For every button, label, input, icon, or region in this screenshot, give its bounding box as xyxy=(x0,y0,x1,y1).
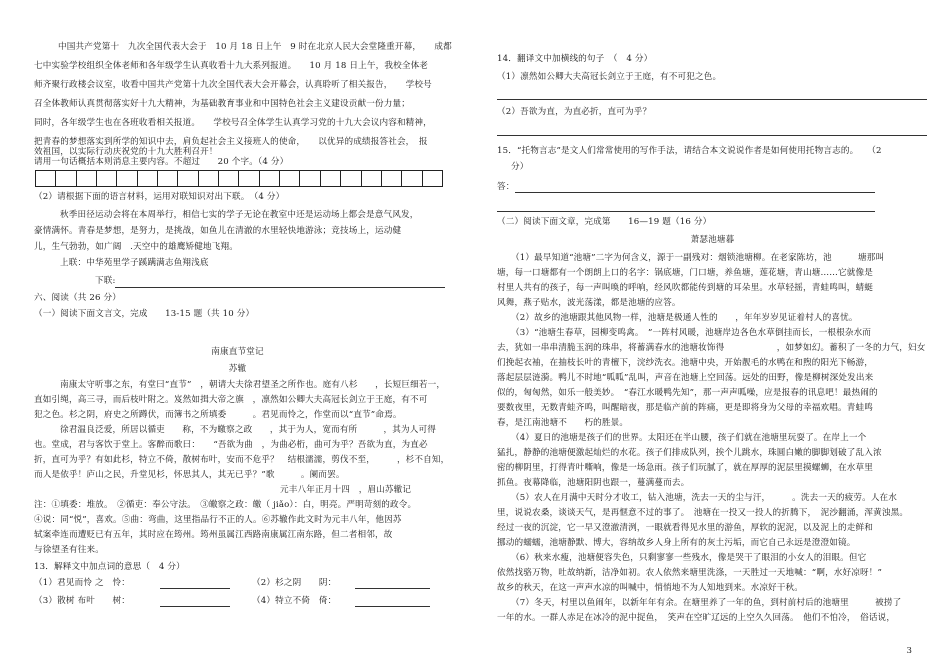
essay-line: （1）最早知道“池塘”二字为何含义，源于一副残对：烟锁池塘柳。在老家陈坊，池 塘那叫 xyxy=(511,253,885,263)
answer-label: 答： xyxy=(497,182,515,192)
right-column xyxy=(475,0,950,671)
q14-answer-line-2[interactable] xyxy=(497,135,927,136)
classical-line: 直如引绳，高三寻，而后枝叶附之。岌然如揖大帝之旗 ，凛然如公卿大夫高冠长剑立于王庭，有不可 xyxy=(34,395,428,405)
essay-title: 萧瑟池塘暮 xyxy=(690,235,735,245)
question-15: 15．“托物言志”是文人们常常使用的写作手法，请结合本文说说作者是如何使用托物言志的。 （2 xyxy=(497,146,882,156)
news-line: 同时，各年级学生也在各班收看相关报道。 学校号召全体学生认真学习党的十九大会议内容和精神， xyxy=(34,118,432,128)
news-line: 效祖国，以实际行动庆祝党的十九大胜利召开！ xyxy=(34,147,218,157)
section-subheading: （一）阅读下面文言文，完成 13-15 题（共 10 分） xyxy=(34,309,255,319)
passage-line: 儿，生气勃勃，如广阔 .天空中的雄鹰矫健地飞翔。 xyxy=(34,242,238,252)
lower-couplet-label: 下联: xyxy=(95,276,116,286)
poem-title: 南康直节堂记 xyxy=(211,347,264,357)
passage-line: 秋季田径运动会将在本周举行，相信七实的学子无论在教室中还是运动场上都会是意气风发， xyxy=(60,210,419,220)
section-subheading: （二）阅读下面文章，完成第 16—19 题（16 分） xyxy=(497,217,712,227)
passage-line: 豪情满怀。青春是梦想，是努力，是挑战，如鱼儿在清澈的水里轻快地游泳；竞技场上，运动健 xyxy=(34,226,402,236)
q14-sentence-1: （1）凛然如公卿大夫高冠长剑立于王庭，有不可犯之色。 xyxy=(497,72,722,82)
essay-line: 们挽起衣袖，在抽枝长叶的青檀下，浣纱洗衣。池塘中央，开始靓毛的水鸭在和煦的阳光下畅游， xyxy=(497,358,873,368)
essay-line: 要数夜里，无数青蛙齐鸣，叫醒暗夜，那是临产前的阵痛，更是即将身为父母的幸福欢唱。青蛙鸣 xyxy=(497,403,873,413)
answer-grid[interactable] xyxy=(35,170,443,187)
essay-line: 猛扎，静静的池塘便激起灿烂的水花。孩子们排成队列，挨个儿跳水，珠圆白嫩的脚脚划破了乱入浓 xyxy=(497,448,882,458)
note-line: 注：①填委：堆放。 ②循吏：奉公守法。 ③皦察之政：皦（ jiǎo）：白，明亮。严明苛刻的政令。 xyxy=(34,500,417,510)
note-line: 与徐望圣有往来。 xyxy=(34,545,104,555)
essay-line: （7）冬天，村里以鱼闹年，以新年年有余。在塘里养了一年的鱼，到村前村后的池塘里 被捞了 xyxy=(511,598,902,608)
classical-line: 也。堂成，君与客饮于堂上。客醉而歌曰： “吾欲为曲 ，为曲必桁，曲可为乎？吾欲为直，为直必 xyxy=(34,440,428,450)
q13-item-4: （4）特立不倚 倚： xyxy=(252,596,337,606)
news-line: 师齐聚行政楼会议室，收看中国共产党第十九次全国代表大会开幕会，认真聆听了相关报告， 学校号 xyxy=(34,80,432,90)
q13-item-3: （3）散树 布叶 树： xyxy=(34,596,130,606)
essay-line: 春，是江南池塘不 朽的胜景。 xyxy=(497,418,629,428)
page-number: 3 xyxy=(906,646,912,656)
question-2: （2）请根据下面的语言材料，运用对联知识对出下联。 （4 分） xyxy=(34,192,285,202)
essay-line: 抓鱼。夜幕降临，池塘阳阴也跟一，蔓满蔓而去。 xyxy=(497,478,690,488)
q13-item-2: （2）杉之阴 阴： xyxy=(252,578,337,588)
essay-line: 经过一夜的沉淀，它一早又澄澈清洌，一眼就看得见水里的游鱼，厚软的泥泥，以及泥上的走鲜和 xyxy=(497,523,873,533)
essay-line: 风舞，燕子贴水，波光荡漾，都是池塘的应答。 xyxy=(497,298,681,308)
classical-line: 犯之色。杉之阴，府史之所蹲伏，而簿书之所填委 。君见而怜之，作堂而以“直节”命焉。 xyxy=(34,410,402,420)
q14-answer-line-1[interactable] xyxy=(497,99,927,100)
news-line: 七中实验学校组织全体老师和各年级学生认真收看十九大系列报道。 10 月 18 日上午，我校全体老 xyxy=(34,61,429,71)
essay-line: （5）农人在月满中天时分才收工，钻入池塘，洗去一天的尘与汗， 。洗去一天的疲劳。人在水 xyxy=(511,493,898,503)
classical-date: 元丰八年正月十四 ，眉山苏辙记 xyxy=(280,485,412,495)
essay-line: （3）“池塘生春草，园柳变鸣禽。 ”一阵村风暖，池塘岸边各色水草倒挂而长，一根根杂水而 xyxy=(511,328,872,338)
note-line: 轼案牵连而遭贬已有五年，其时应在筠州。筠州虽属江西路南康属江南东路，但二者相邻，故 xyxy=(34,530,393,540)
essay-line: （4）夏日的池塘是孩子们的世界。太阳还在半山腰，孩子们就在池塘里玩耍了。在岸上一个 xyxy=(511,433,867,443)
essay-line: 塘，每一口塘都有一个朗朗上口的名字：锅底塘，门口塘，养鱼塘，莲花塘，青山塘……它就像是 xyxy=(497,268,873,278)
classical-line: 而人是依乎！庐山之民，升堂见杉，怀思其人，其无已乎？”歌 。阑而罢。 xyxy=(34,470,345,480)
essay-line: 村里人共有的孩子，每一声叫唤的呼响，经风吹都能传到塘的耳朵里。水草轻摇，青蛙鸣叫，蜻蜓 xyxy=(497,283,873,293)
q13-blank-2[interactable] xyxy=(355,588,430,589)
essay-line: 一年的水。一群人赤足在冰冷的泥中捉鱼， 笑声在空旷辽远的上空久久回荡。 他们不怕冷， 俗话说， xyxy=(497,613,896,623)
question-13: 13．解释文中加点词的意思（ 4 分） xyxy=(34,562,185,572)
essay-line: 落起层层涟漪。鸭儿不时地“呱呱”乱叫，声音在池塘上空回荡。远处的田野，像是柳树深处发出来 xyxy=(497,373,874,383)
q15-answer-line-2[interactable] xyxy=(497,211,875,212)
essay-line: （2）故乡的池塘跟其他风物一样，池塘是极通人性的 ，年年岁岁见证着村人的喜忧。 xyxy=(511,313,858,323)
q13-item-1: （1）君见而怜 之 怜： xyxy=(34,578,130,588)
question-15-cont: 分） xyxy=(511,162,529,172)
q14-sentence-2: （2）吾欲为直，为直必折，直可为乎？ xyxy=(497,107,652,117)
essay-line: 密的柳阴里，打得青叶嘶响，像是一场急雨。孩子们玩腻了，就在厚厚的泥层里摸螺蛳，在水草里 xyxy=(497,463,873,473)
q13-blank-1[interactable] xyxy=(160,588,230,589)
q13-blank-4[interactable] xyxy=(355,606,430,607)
news-line: 把青春的梦想落实到所学的知识中去，肩负起社会主义接班人的使命， 以优异的成绩报答社会， 报 xyxy=(34,137,428,147)
essay-line: 似的，匈匈然，如乐一般美妙。 “春江水暖鸭先知”，那一声声呱噪，应是报春的讯息吧！最热闹的 xyxy=(497,388,878,398)
question-14: 14．翻译文中加横线的句子 （ 4 分） xyxy=(497,54,653,64)
news-line: 中国共产党第十 九次全国代表大会于 10 月 18 日上午 9 时在北京人民大会堂隆重开幕， 成都 xyxy=(58,42,452,52)
essay-line: 依然找骆万物，吐故纳新，洁净如初。农人依然来塘里洗涤，一天胜过一天地喊：“啊，水好凉呀！” xyxy=(497,568,883,578)
essay-line: 去，犹如一串串清脆玉润的珠串，将蓄满春水的池塘妆饰得 ，如梦如幻。蓄积了一冬的力气，妇女 xyxy=(497,343,926,353)
question-prompt: 请用一句话概括本则消息主要内容。不超过 20 个字。（4 分） xyxy=(34,157,289,167)
news-line: 召全体教师认真贯彻落实好十九大精神，为基础教育事业和中国特色社会主义建设贡献一份力量； xyxy=(34,99,410,109)
q13-blank-3[interactable] xyxy=(160,606,230,607)
poem-author: 苏辙 xyxy=(228,364,247,374)
essay-line: 挪动的蠕蠕，池塘静默、博大，容纳故乡人身上所有的灰土污垢，而它自己永远是澄澄如镜。 xyxy=(497,538,856,548)
section-heading: 六、阅读（共 26 分） xyxy=(34,293,121,303)
upper-couplet: 上联：中华苑里学子蹊蹒满志鱼翔浅底 xyxy=(60,258,209,268)
q15-answer-line-1[interactable] xyxy=(515,192,875,193)
essay-line: 故乡的秋天，在这一声声水凉的叫喊中，悄悄地不为人知地到来。水凉好干秋。 xyxy=(497,583,804,593)
lower-couplet-blank[interactable] xyxy=(115,287,445,288)
essay-line: 里，说说农桑，谈谈天气，是再惬意不过的事了。 池塘在一投又一投人的折腾下， 泥沙翻涌，浑黄浊黑。 xyxy=(497,508,909,518)
essay-line: （6）秋来水瘦，池塘便容失色，只剩寥寥一些残水，像是哭干了眼泪的小女人的泪眼。但它 xyxy=(511,553,867,563)
note-line: ④说：同“悦”，喜欢。⑤曲：弯曲，这里指品行不正的人。⑥苏辙作此文时为元丰八年，他因苏 xyxy=(34,515,402,525)
classical-line: 折，直可为乎？有如此杉，特立不倚，散树布叶，安而不危乎？ 结根濡濡，剪伐不至， ，杉不自知， xyxy=(34,455,450,465)
classical-line: 徐君温良泛爱，所居以循吏 称，不为皦察之政 ，其于为人，宽而有所 ，其为人可得 xyxy=(60,425,436,435)
classical-line: 南康太守听事之东，有堂曰“直节” ，朝请大夫徐君望圣之所作也。庭有八杉 ，长短巨细若一， xyxy=(60,380,446,390)
